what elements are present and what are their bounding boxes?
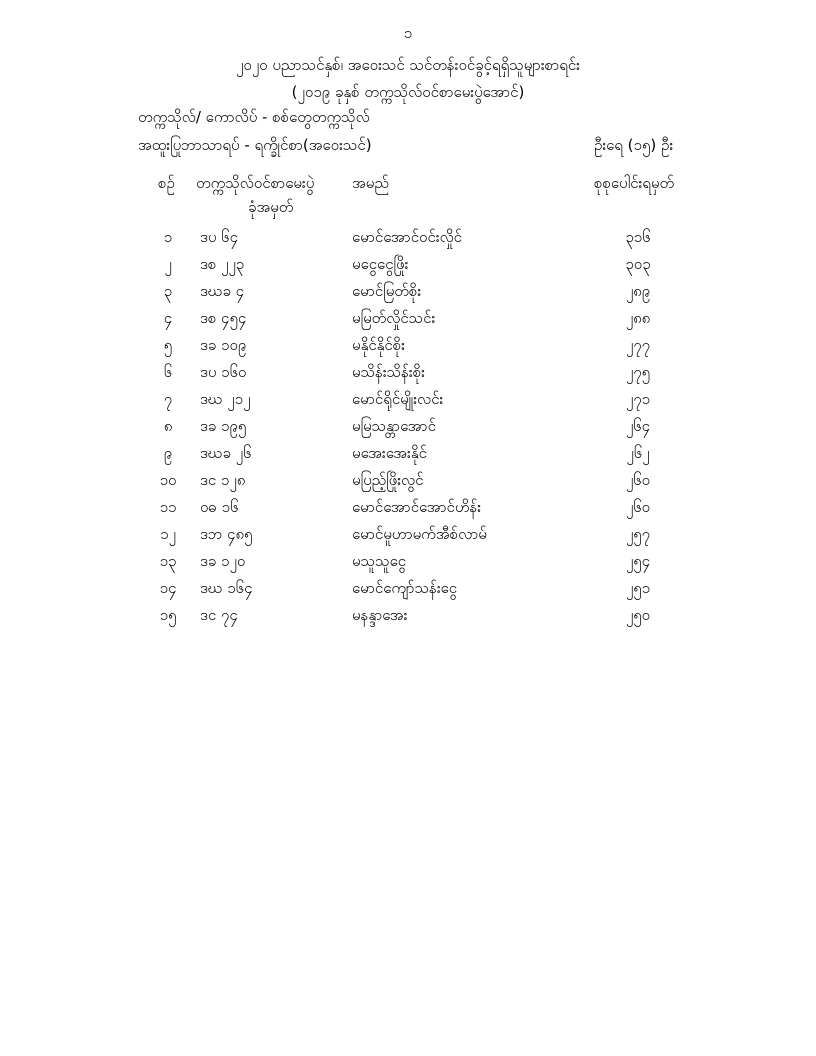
serial-no-cell: ၁၁ (159, 498, 177, 516)
total-marks-cell: ၂၆၀ (625, 498, 651, 516)
table-row (0, 417, 816, 444)
roll-number-cell: ဒခ ၁၉၅ (200, 417, 247, 435)
roll-number-cell: ဒဃခ ၄ (200, 282, 245, 300)
roll-number-cell: ဒဃ ၁၆၄ (200, 579, 253, 597)
student-name-cell: မောင်ကျော်သန်းငွေ (352, 579, 458, 597)
student-name-cell: မအေးအေးနိုင် (352, 444, 427, 462)
table-row (0, 498, 816, 525)
university-label: တက္ကသိုလ်/ ကောလိပ် - စစ်တွေတက္ကသိုလ် (138, 108, 370, 126)
total-marks-cell: ၂၅၇ (625, 525, 651, 543)
roll-number-cell: ဒဘ ၄၈၅ (200, 525, 253, 543)
serial-no-cell: ၁၅ (159, 606, 177, 624)
table-row (0, 552, 816, 579)
header-total-marks: စုစုပေါင်းရမှတ် (594, 174, 675, 192)
roll-number-cell: ဒစ ၄၅၄ (200, 309, 247, 327)
total-marks-cell: ၂၆၀ (625, 471, 651, 489)
student-name-cell: မငွေငွေဖြိုး (352, 255, 409, 273)
roll-number-cell: ဝဓ ၁၆ (200, 498, 239, 516)
serial-no-cell: ၇ (163, 390, 173, 408)
student-name-cell: မောင်အောင်အောင်ဟိန်း (352, 498, 482, 516)
header-serial-no: စဉ် (158, 174, 175, 192)
total-marks-cell: ၂၅၀ (625, 606, 651, 624)
total-marks-cell: ၃၁၆ (625, 228, 651, 246)
student-name-cell: မမြတ်လှိုင်သင်း (352, 309, 436, 327)
serial-no-cell: ၁ (163, 228, 173, 246)
total-marks-cell: ၃၀၃ (625, 255, 651, 273)
table-row (0, 255, 816, 282)
roll-number-cell: ဒဃ ၂၁၂ (200, 390, 251, 408)
serial-no-cell: ၉ (163, 444, 173, 462)
table-row (0, 309, 816, 336)
serial-no-cell: ၅ (163, 336, 173, 354)
serial-no-cell: ၃ (163, 282, 173, 300)
table-row (0, 471, 816, 498)
student-name-cell: မမြသန္တာအောင် (352, 417, 436, 435)
student-name-cell: မပြည့်ဖြိုးလွင် (352, 471, 424, 489)
table-row (0, 228, 816, 255)
header-roll-number: တက္ကသိုလ်ဝင်စာမေးပွဲ (196, 174, 315, 192)
student-name-cell: မောင်ရိုင်မျိုးလင်း (352, 390, 444, 408)
serial-no-cell: ၁၃ (159, 552, 177, 570)
student-name-cell: မောင်မူဟာမက်အီစ်လာမ် (352, 525, 487, 543)
roll-number-cell: ဒစ ၂၂၃ (200, 255, 245, 273)
roll-number-cell: ဒပ ၆၄ (200, 228, 239, 246)
total-marks-cell: ၂၈၈ (625, 309, 651, 327)
roll-number-cell: ဒင ၁၂၈ (200, 471, 246, 489)
serial-no-cell: ၄ (163, 309, 173, 327)
page-number: ၁ (403, 24, 413, 42)
total-marks-cell: ၂၈၉ (625, 282, 651, 300)
serial-no-cell: ၁၂ (160, 525, 176, 543)
total-marks-cell: ၂၅၁ (625, 579, 651, 597)
student-name-cell: မသိန်းသိန်းစိုး (352, 363, 425, 381)
header-name: အမည် (352, 174, 389, 192)
total-marks-cell: ၂၆၄ (625, 417, 651, 435)
roll-number-cell: ဒင ၇၄ (200, 606, 238, 624)
serial-no-cell: ၁၀ (159, 471, 177, 489)
table-row (0, 336, 816, 363)
serial-no-cell: ၁၄ (159, 579, 177, 597)
document-subtitle: (၂၀၁၉ ခုနှစ် တက္ကသိုလ်ဝင်စာမေးပွဲအောင်) (291, 83, 525, 101)
table-row (0, 606, 816, 633)
table-row (0, 525, 816, 552)
total-marks-cell: ၂၇၇ (625, 336, 651, 354)
table-row (0, 282, 816, 309)
student-name-cell: မသူသူငွေ (352, 552, 407, 570)
total-marks-cell: ၂၇၁ (625, 390, 651, 408)
table-row (0, 579, 816, 606)
document-title: ၂၀၂၀ ပညာသင်နှစ်၊ အဝေးသင် သင်တန်းဝင်ခွင့်ရရှိသူများစာရင်း (236, 56, 580, 74)
student-name-cell: မနိုင်နိုင်စိုး (352, 336, 405, 354)
table-row (0, 444, 816, 471)
roll-number-cell: ဒခ ၁၀၉ (200, 336, 247, 354)
student-name-cell: မောင်မြတ်စိုး (352, 282, 422, 300)
serial-no-cell: ၆ (163, 363, 173, 381)
student-name-cell: မနန္ဒာအေး (352, 606, 408, 624)
total-marks-cell: ၂၆၂ (626, 444, 650, 462)
header-roll-number-line2: ခုံအမှတ် (248, 198, 294, 216)
table-row (0, 363, 816, 390)
roll-number-cell: ဒခ ၁၂၀ (200, 552, 246, 570)
student-name-cell: မောင်အောင်ဝင်းလှိုင် (352, 228, 462, 246)
specialization-label: အထူးပြုဘာသာရပ် - ရက္ခိုင်စာ(အဝေးသင်) (138, 136, 372, 154)
roll-number-cell: ဒဃခ ၂၆ (200, 444, 252, 462)
serial-no-cell: ၈ (163, 417, 173, 435)
total-marks-cell: ၂၇၅ (625, 363, 651, 381)
student-count: ဦးရေ (၁၅) ဦး (594, 136, 674, 154)
roll-number-cell: ဒပ ၁၆၀ (200, 363, 247, 381)
serial-no-cell: ၂ (164, 255, 172, 273)
total-marks-cell: ၂၅၄ (625, 552, 651, 570)
table-row (0, 390, 816, 417)
